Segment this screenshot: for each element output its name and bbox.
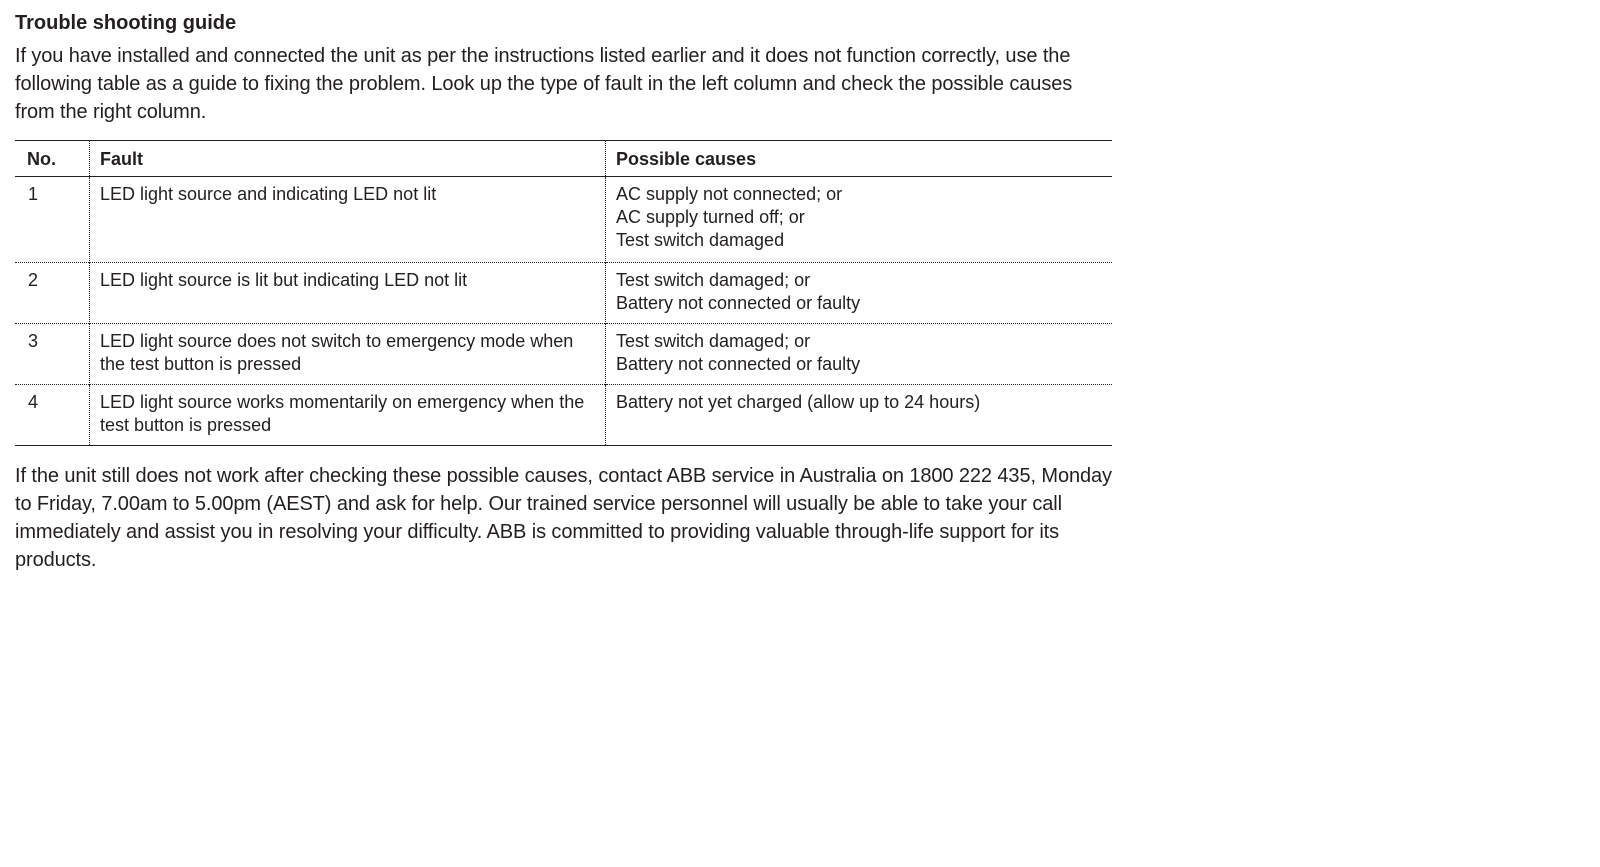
cause-line: AC supply not connected; or: [616, 184, 843, 204]
cause-line: Battery not yet charged (allow up to 24 hours): [616, 392, 981, 412]
troubleshooting-table-wrapper: [15, 140, 1115, 446]
cause-line: Battery not connected or faulty: [616, 293, 861, 313]
table-row: [15, 324, 1112, 385]
document: [15, 10, 1115, 574]
table-row: [15, 263, 1112, 324]
closing-paragraph: If the unit still does not work after checking these possible causes, contact ABB service in Australia on 1800 222 435, Monday to Friday, 7.00am to 5.00pm (AEST) and ask for help. Our trained service personnel will usually be able to take your call immediately and assist you in resolving your difficulty. ABB is committed to providing valuable through-life support for its products.: [15, 465, 1112, 571]
row-fault: LED light source is lit but indicating LED not lit: [90, 263, 606, 324]
header-fault: Fault: [90, 141, 606, 177]
cause-line: Battery not connected or faulty: [616, 354, 861, 374]
page-title: Trouble shooting guide: [15, 12, 237, 34]
row-number: 2: [15, 263, 90, 324]
row-fault: LED light source works momentarily on emergency when the test button is pressed: [90, 385, 606, 446]
troubleshooting-table: [15, 140, 1112, 446]
row-causes: [606, 263, 1113, 324]
row-number: 3: [15, 324, 90, 385]
cause-line: Test switch damaged; or: [616, 270, 811, 290]
intro-paragraph: If you have installed and connected the unit as per the instructions listed earlier and it does not function correctly, use the following table as a guide to fixing the problem. Look up the type of fault in the left column and check the possible causes from the right column.: [15, 45, 1073, 123]
cause-line: Test switch damaged: [616, 230, 785, 250]
cause-line: Test switch damaged; or: [616, 331, 811, 351]
row-number: 1: [28, 184, 39, 204]
row-causes: [606, 324, 1113, 385]
table-header-row: [15, 141, 1112, 177]
row-fault: LED light source and indicating LED not lit: [90, 177, 606, 263]
row-number: 4: [15, 385, 90, 446]
header-no: No.: [15, 141, 90, 177]
row-fault: LED light source does not switch to emergency mode when the test button is pressed: [90, 324, 606, 385]
row-causes: [606, 177, 1113, 263]
cause-line: AC supply turned off; or: [616, 207, 805, 227]
table-row: [15, 177, 1112, 263]
header-possible-causes: Possible causes: [606, 141, 1113, 177]
table-row: [15, 385, 1112, 446]
row-causes: [606, 385, 1113, 446]
